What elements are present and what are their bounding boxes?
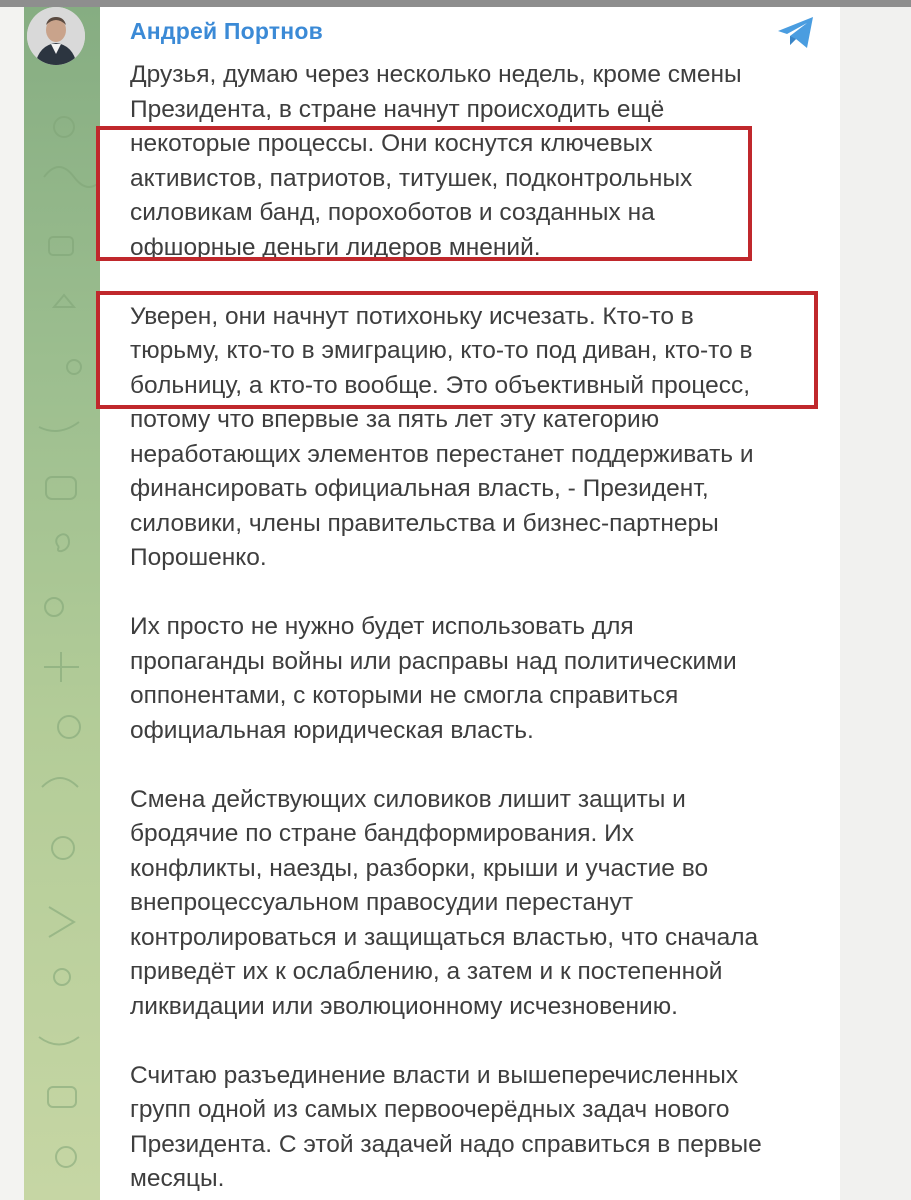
message-line: тюрьму, кто-то в эмиграцию, кто-то под диван, кто-то в (130, 337, 753, 364)
right-margin (840, 7, 911, 1200)
window-top-strip (0, 0, 911, 7)
author-avatar[interactable] (27, 7, 85, 65)
message-line: офшорные деньги лидеров мнений. (130, 233, 541, 261)
message-line: оппонентами, с которыми не смогла справиться (130, 682, 679, 709)
message-line: Считаю разъединение власти и вышеперечисленных (130, 1061, 739, 1089)
highlight-box-1 (96, 126, 752, 261)
message-line: внепроцессуальном правосудии перестанут (130, 889, 634, 916)
highlight-box-2 (96, 291, 818, 409)
left-margin (0, 7, 24, 1200)
message-line: больницу, а кто-то вообще. Это объективный процесс, (130, 371, 751, 399)
message-line: официальная юридическая власть. (130, 716, 534, 744)
message-line: потому что впервые за пять лет эту категорию (130, 406, 660, 433)
message-line: пропаганды войны или расправы над политическими (130, 647, 737, 675)
avatar-portrait-icon (27, 7, 85, 65)
message-line: Президента. С этой задачей надо справиться в первые (130, 1130, 762, 1158)
message-line: месяцы. (130, 1165, 225, 1192)
message-line: Друзья, думаю через несколько недель, кроме смены (130, 61, 742, 88)
message-line: активистов, патриотов, титушек, подконтрольных (130, 164, 693, 192)
message-line: неработающих элементов перестанет поддерживать и (130, 440, 754, 468)
message-line: конфликты, наезды, разборки, крыши и участие во (130, 854, 709, 882)
message-line: Их просто не нужно будет использовать для (130, 613, 634, 640)
chat-wallpaper (24, 7, 100, 1200)
message-line: Уверен, они начнут потихоньку исчезать. Кто-то в (130, 302, 694, 330)
author-name[interactable]: Андрей Портнов (130, 18, 323, 44)
message-line: бродячие по стране бандформирования. Их (130, 820, 635, 847)
message-line: некоторые процессы. Они коснутся ключевых (130, 130, 653, 157)
message-line: ликвидации или эволюционному исчезновению. (130, 992, 678, 1020)
message-line: Смена действующих силовиков лишит защиты и (130, 785, 686, 813)
message-line: приведёт их к ослаблению, а затем и к постепенной (130, 958, 723, 985)
message-line: контролироваться и защищаться властью, что сначала (130, 923, 759, 951)
message-paragraph (130, 610, 830, 748)
message-line: силовикам банд, порохоботов и созданных на (130, 199, 655, 226)
message-line: Порошенко. (130, 544, 267, 571)
message-line: групп одной из самых первоочерёдных задач нового (130, 1096, 730, 1123)
message-line: силовики, члены правительства и бизнес-партнеры (130, 509, 719, 537)
message-paragraph (130, 783, 830, 1025)
wallpaper-doodles (24, 7, 100, 1200)
message-paragraph (130, 1059, 830, 1197)
message-line: финансировать официальная власть, - Президент, (130, 475, 709, 502)
telegram-plane-icon[interactable] (776, 14, 816, 52)
message-line: Президента, в стране начнут происходить ещё (130, 95, 665, 123)
